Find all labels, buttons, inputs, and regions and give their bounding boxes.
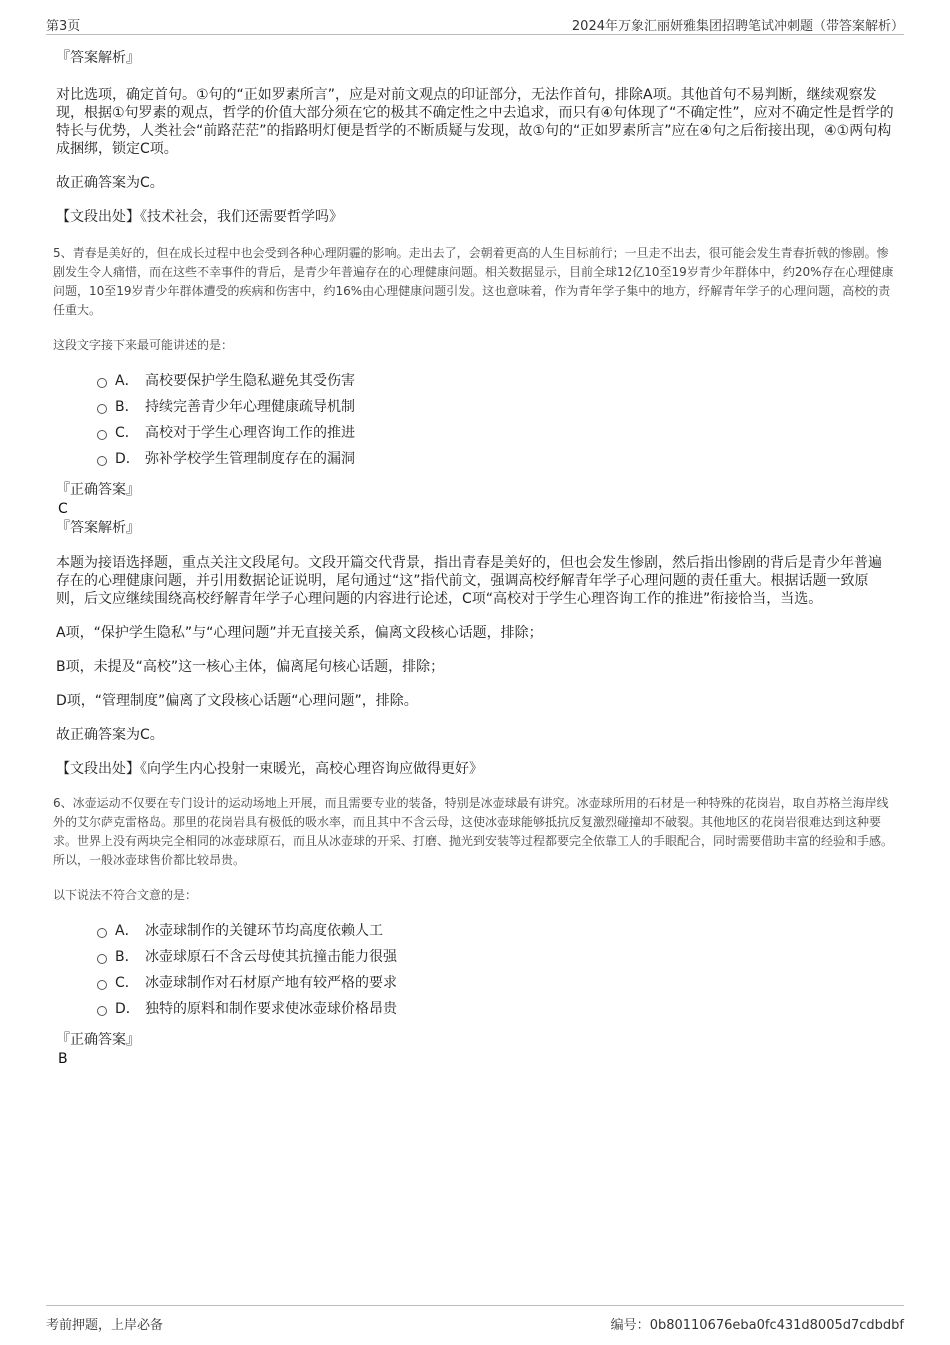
q6-answer-label: 『正确答案』 (56, 1032, 140, 1048)
q5-source: 【文段出处】《向学生内心投射一束暖光，高校心理咨询应做得更好》 (56, 761, 483, 777)
option-text: 冰壶球制作的关键环节均高度依赖人工 (145, 923, 383, 939)
radio-icon[interactable] (97, 430, 107, 440)
page-number: 第3页 (46, 19, 81, 34)
option-text: 冰壶球原石不含云母使其抗撞击能力很强 (145, 949, 397, 965)
radio-icon[interactable] (97, 378, 107, 388)
q5-analysis-label: 『答案解析』 (56, 520, 140, 536)
q5-option-b[interactable] (56, 394, 894, 420)
option-letter: C． (115, 975, 139, 991)
q4-analysis-text: 对比选项，确定首句。①句的“正如罗素所言”，应是对前文观点的印证部分，无法作首句，排除A项。其他首句不易判断，继续观察发现，根据①句罗素的观点，哲学的价值大部分须在它的极其不确定性之中去追求，而只有④句体现了“不确定性”，应对不确定性是哲学的特长与优势，人类社会“前路茫茫”的指路明灯便是哲学的不断质疑与发现，故①句的“正如罗素所言”应在④句之后衔接出现，④①两句构成捆绑，锁定C项。 (56, 87, 894, 157)
q5-elimination-a: A项，“保护学生隐私”与“心理问题”并无直接关系，偏离文段核心话题，排除； (56, 625, 543, 641)
option-letter: D． (115, 451, 140, 467)
q6-answer: B (58, 1051, 68, 1067)
option-letter: D． (115, 1001, 140, 1017)
q5-answer: C (58, 501, 68, 517)
q5-option-c[interactable] (56, 420, 894, 446)
document-title: 2024年万象汇丽妍雅集团招聘笔试冲刺题（带答案解析） (571, 19, 904, 34)
radio-icon[interactable] (97, 928, 107, 938)
option-text: 冰壶球制作对石材原产地有较严格的要求 (145, 975, 397, 991)
option-letter: A． (115, 373, 139, 389)
radio-icon[interactable] (97, 456, 107, 466)
q6-options (56, 918, 894, 1022)
radio-icon[interactable] (97, 1006, 107, 1016)
q4-source: 【文段出处】《技术社会，我们还需要哲学吗》 (56, 209, 343, 225)
option-text: 高校要保护学生隐私避免其受伤害 (145, 373, 355, 389)
q6-option-d[interactable] (56, 996, 894, 1022)
q5-option-a[interactable] (56, 368, 894, 394)
q5-option-d[interactable] (56, 446, 894, 472)
q6-option-c[interactable] (56, 970, 894, 996)
q6-question-text: 6、冰壶运动不仅要在专门设计的运动场地上开展，而且需要专业的装备，特别是冰壶球最有讲究。冰壶球所用的石材是一种特殊的花岗岩，取自苏格兰海岸线外的艾尔萨克雷格岛。那里的花岗岩具有极低的吸水率，而且其中不含云母，这使冰壶球能够抵抗反复激烈碰撞却不破裂。其他地区的花岗岩很难达到这种要求。世界上没有两块完全相同的冰壶球原石，而且从冰壶球的开采、打磨、抛光到安装等过程都要完全依靠工人的手眼配合，同时需要借助丰富的经验和手感。所以，一般冰壶球售价都比较昂贵。 (53, 796, 894, 867)
q6-prompt: 以下说法不符合文意的是： (53, 888, 198, 902)
q5-answer-label: 『正确答案』 (56, 482, 140, 498)
q6-option-a[interactable] (56, 918, 894, 944)
footer-slogan: 考前押题，上岸必备 (46, 1318, 164, 1333)
q5-question-text: 5、青春是美好的，但在成长过程中也会受到各种心理阴霾的影响。走出去了，会朝着更高的人生目标前行；一旦走不出去，很可能会发生青春折戟的惨剧。惨剧发生令人痛惜，而在这些不幸事件的背后，是青少年普遍存在的心理健康问题。相关数据显示，目前全球12亿10至19岁青少年群体中，约20%存在心理健康问题，10至19岁青少年群体遭受的疾病和伤害中，约16%由心理健康问题引发。这也意味着，作为青年学子集中的地方，纾解青年学子的心理问题，高校的责任重大。 (53, 246, 894, 317)
page-content (53, 44, 894, 1068)
option-letter: B． (115, 949, 139, 965)
option-text: 高校对于学生心理咨询工作的推进 (145, 425, 355, 441)
option-text: 弥补学校学生管理制度存在的漏洞 (145, 451, 355, 467)
page-header (46, 12, 904, 35)
q5-elimination-d: D项，“管理制度”偏离了文段核心话题“心理问题”，排除。 (56, 693, 418, 709)
option-text: 持续完善青少年心理健康疏导机制 (145, 399, 355, 415)
q4-conclusion: 故正确答案为C。 (56, 175, 164, 191)
document-code (611, 1314, 904, 1333)
option-letter: A． (115, 923, 139, 939)
radio-icon[interactable] (97, 980, 107, 990)
q5-prompt: 这段文字接下来最可能讲述的是： (53, 338, 234, 352)
q5-elimination-b: B项，未提及“高校”这一核心主体，偏离尾句核心话题，排除； (56, 659, 445, 675)
page-footer (46, 1305, 904, 1332)
code-label: 编号： (610, 1318, 650, 1333)
q4-analysis-label: 『答案解析』 (56, 50, 140, 66)
radio-icon[interactable] (97, 954, 107, 964)
q5-conclusion: 故正确答案为C。 (56, 727, 164, 743)
option-letter: C． (115, 425, 139, 441)
radio-icon[interactable] (97, 404, 107, 414)
option-letter: B． (115, 399, 139, 415)
q5-options (56, 368, 894, 472)
code-value: 0b80110676eba0fc431d8005d7cdbdbf (649, 1318, 904, 1333)
q6-option-b[interactable] (56, 944, 894, 970)
q5-analysis-text: 本题为接语选择题，重点关注文段尾句。文段开篇交代背景，指出青春是美好的，但也会发生惨剧，然后指出惨剧的背后是青少年普遍存在的心理健康问题，并引用数据论证说明，尾句通过“这”指代前文，强调高校纾解青年学子心理问题的责任重大。根据话题一致原则，后文应继续围绕高校纾解青年学子心理问题的内容进行论述，C项“高校对于学生心理咨询工作的推进”衔接恰当，当选。 (56, 555, 882, 607)
option-text: 独特的原料和制作要求使冰壶球价格昂贵 (145, 1001, 397, 1017)
